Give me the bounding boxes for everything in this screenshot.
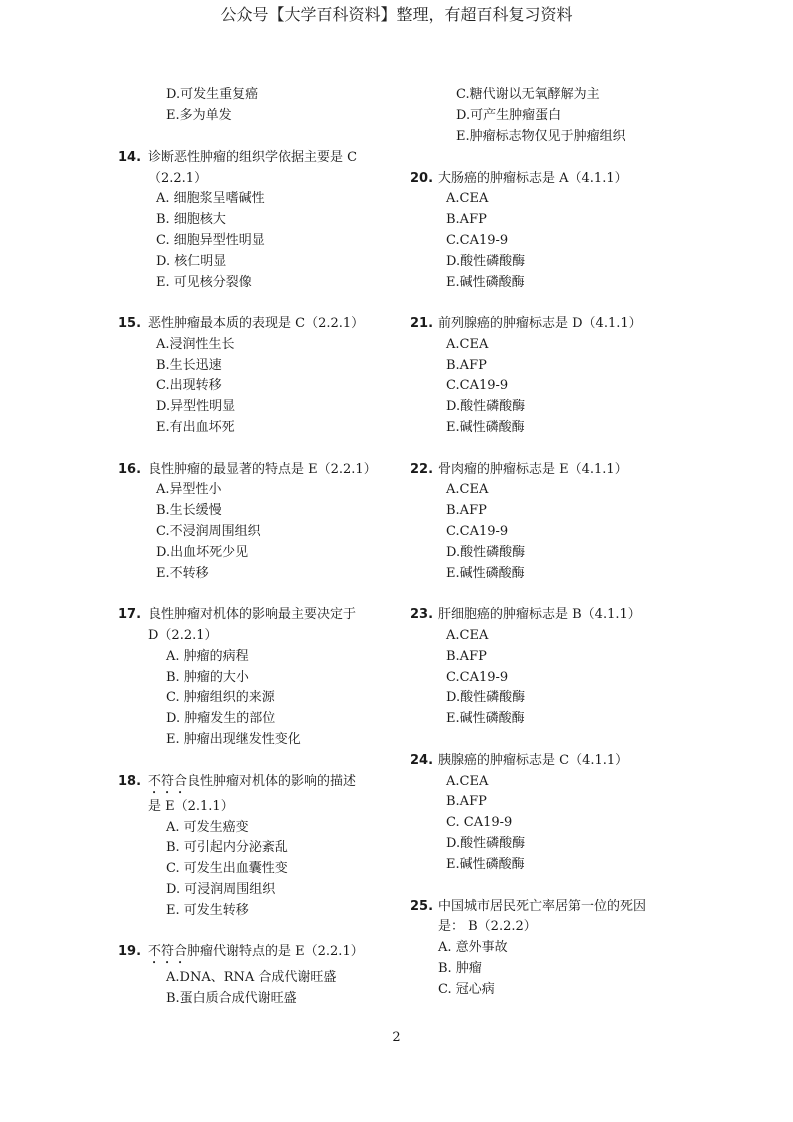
option-a: A.浸润性生长 xyxy=(156,337,235,352)
option-line: E.肿瘤标志物仅见于肿瘤组织 xyxy=(456,129,626,144)
question-stem xyxy=(148,773,356,797)
option-d: D. 核仁明显 xyxy=(156,254,227,269)
question-stem: 胰腺癌的肿瘤标志是 C（4.1.1） xyxy=(438,753,629,768)
question-number: 18. xyxy=(118,774,142,789)
option-e: E.碱性磷酸酶 xyxy=(446,566,525,581)
option-d: D.酸性磷酸酶 xyxy=(446,545,526,560)
question-number: 22. xyxy=(410,462,434,477)
question-stem: 是： B（2.2.2） xyxy=(438,919,537,934)
option-b: B.AFP xyxy=(446,649,487,664)
option-line: D.可发生重复癌 xyxy=(166,87,259,102)
option-b: B.AFP xyxy=(446,212,487,227)
option-c: C. CA19-9 xyxy=(446,815,513,830)
option-e: E. 可见核分裂像 xyxy=(156,275,252,290)
question-number: 21. xyxy=(410,316,434,331)
question-number: 14. xyxy=(118,150,142,165)
stem-text: 肿瘤代谢特点的是 E（2.2.1） xyxy=(187,944,364,959)
option-a: A.异型性小 xyxy=(156,482,222,497)
option-c: C.CA19-9 xyxy=(446,233,509,248)
question-number: 15. xyxy=(118,316,142,331)
question-stem: 良性肿瘤对机体的影响最主要决定于 xyxy=(148,607,357,622)
option-c: C.CA19-9 xyxy=(446,670,509,685)
page-number: 2 xyxy=(392,1030,401,1045)
question-stem: 诊断恶性肿瘤的组织学依据主要是 C xyxy=(148,150,358,165)
emphasized-text: 不符合 xyxy=(148,774,188,789)
option-a: A.CEA xyxy=(446,482,489,497)
option-a: A.DNA、RNA 合成代谢旺盛 xyxy=(166,970,337,985)
question-stem: D（2.2.1） xyxy=(148,628,218,643)
question-number: 23. xyxy=(410,607,434,622)
option-c: C.出现转移 xyxy=(156,378,222,393)
option-a: A.CEA xyxy=(446,191,489,206)
option-b: B.AFP xyxy=(446,358,487,373)
emphasized-text: 不符合 xyxy=(148,944,188,959)
option-d: D. 肿瘤发生的部位 xyxy=(166,711,276,726)
option-d: D.异型性明显 xyxy=(156,399,236,414)
option-d: D.出血坏死少见 xyxy=(156,545,249,560)
option-b: B. 肿瘤的大小 xyxy=(166,670,249,685)
question-number: 20. xyxy=(410,171,434,186)
question-number: 16. xyxy=(118,462,142,477)
option-b: B.生长缓慢 xyxy=(156,503,222,518)
option-line: D.可产生肿瘤蛋白 xyxy=(456,108,562,123)
option-d: D.酸性磷酸酶 xyxy=(446,399,526,414)
question-number: 19. xyxy=(118,944,142,959)
option-e: E.不转移 xyxy=(156,566,209,581)
option-d: D.酸性磷酸酶 xyxy=(446,254,526,269)
option-e: E.碱性磷酸酶 xyxy=(446,275,525,290)
question-number: 17. xyxy=(118,607,142,622)
option-e: E.碱性磷酸酶 xyxy=(446,857,525,872)
question-number: 24. xyxy=(410,753,434,768)
question-stem: 是 E（2.1.1） xyxy=(148,799,234,814)
option-b: B.蛋白质合成代谢旺盛 xyxy=(166,991,297,1006)
question-stem: （2.2.1） xyxy=(148,171,208,186)
option-a: A.CEA xyxy=(446,337,489,352)
option-c: C. 肿瘤组织的来源 xyxy=(166,690,275,705)
option-e: E. 肿瘤出现继发性变化 xyxy=(166,732,301,747)
option-a: A. 肿瘤的病程 xyxy=(166,649,249,664)
option-b: B.AFP xyxy=(446,794,487,809)
option-c: C. 细胞异型性明显 xyxy=(156,233,265,248)
option-a: A.CEA xyxy=(446,628,489,643)
option-b: B. 可引起内分泌紊乱 xyxy=(166,840,288,855)
question-stem: 骨肉瘤的肿瘤标志是 E（4.1.1） xyxy=(438,462,628,477)
option-e: E.碱性磷酸酶 xyxy=(446,711,525,726)
option-a: A. 可发生癌变 xyxy=(166,820,249,835)
option-c: C. 冠心病 xyxy=(438,982,495,997)
option-d: D.酸性磷酸酶 xyxy=(446,836,526,851)
option-b: B.生长迅速 xyxy=(156,358,222,373)
option-e: E.碱性磷酸酶 xyxy=(446,420,525,435)
question-stem: 良性肿瘤的最显著的特点是 E（2.2.1） xyxy=(148,462,377,477)
option-line: E.多为单发 xyxy=(166,108,232,123)
option-d: D. 可浸润周围组织 xyxy=(166,882,276,897)
question-number: 25. xyxy=(410,899,434,914)
option-e: E. 可发生转移 xyxy=(166,903,249,918)
option-b: B. 肿瘤 xyxy=(438,961,482,976)
option-c: C. 可发生出血囊性变 xyxy=(166,861,288,876)
option-a: A. 意外事故 xyxy=(438,940,508,955)
option-line: C.糖代谢以无氧酵解为主 xyxy=(456,87,600,102)
option-c: C.CA19-9 xyxy=(446,524,509,539)
option-b: B.AFP xyxy=(446,503,487,518)
option-e: E.有出血坏死 xyxy=(156,420,235,435)
question-stem: 大肠癌的肿瘤标志是 A（4.1.1） xyxy=(438,171,628,186)
question-stem: 中国城市居民死亡率居第一位的死因 xyxy=(438,899,647,914)
option-d: D.酸性磷酸酶 xyxy=(446,690,526,705)
option-a: A.CEA xyxy=(446,774,489,789)
page-header: 公众号【大学百科资料】整理，有超百科复习资料 xyxy=(220,5,573,24)
stem-text: 良性肿瘤对机体的影响的描述 xyxy=(187,774,357,789)
question-stem: 恶性肿瘤最本质的表现是 C（2.2.1） xyxy=(148,316,365,331)
question-stem: 前列腺癌的肿瘤标志是 D（4.1.1） xyxy=(438,316,642,331)
option-c: C.CA19-9 xyxy=(446,378,509,393)
question-stem: 肝细胞癌的肿瘤标志是 B（4.1.1） xyxy=(438,607,641,622)
question-stem xyxy=(148,943,364,967)
option-b: B. 细胞核大 xyxy=(156,212,226,227)
option-a: A. 细胞浆呈嗜碱性 xyxy=(156,191,265,206)
option-c: C.不浸润周围组织 xyxy=(156,524,261,539)
